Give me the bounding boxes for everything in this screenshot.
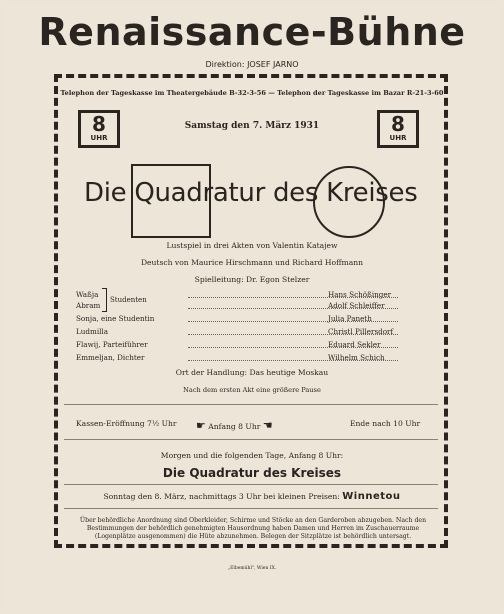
divider [64, 484, 438, 485]
direction-line: Direktion: JOSEF JARNO [205, 60, 299, 69]
translation-line: Deutsch von Maurice Hirschmann und Richard Hoffmann [140, 258, 364, 267]
cast-row [76, 314, 422, 326]
wardrobe-notice: Über behördliche Anordnung sind Oberkleider, Schirme und Stöcke an den Garderoben abzugeben. Nach den Bestimmungen der behördlich genehmigten Hausordnung haben Damen und Herren im Zuschauerraume (Logenplätze ausgenommen) die Hüte abzunehmen. Belegen der Sitzplätze ist behördlich untersagt. [79, 517, 427, 540]
pointing-hand-icon: ☛ [196, 419, 206, 432]
telephone-line: Telephon der Tageskasse im Theatergebäude B-32-3-56 — Telephon der Tageskasse im Bazar R-21-3-60 [60, 89, 444, 97]
students-label: Studenten [110, 296, 147, 304]
matinee-title: Winnetou [342, 491, 401, 502]
play-title: Die Quadratur des Kreises [84, 178, 418, 208]
repeat-note: Morgen und die folgenden Tage, Anfang 8 Uhr: [160, 451, 344, 460]
pointing-hand-icon: ☚ [262, 419, 273, 432]
director-line: Spielleitung: Dr. Egon Stelzer [194, 275, 310, 284]
divider [64, 404, 438, 405]
cast-row [76, 327, 422, 339]
cast-actor: Wilhelm Schich [328, 353, 385, 362]
cast-role: Ludmilla [76, 327, 108, 336]
theatre-title: Renaissance-Bühne [38, 10, 466, 54]
cast-role: Emmeljan, Dichter [76, 353, 145, 362]
divider [64, 508, 438, 509]
time-badge-label: UHR [90, 134, 108, 142]
cast-role: Abram [76, 301, 101, 310]
end-time: Ende nach 10 Uhr [350, 419, 421, 428]
interval-line: Nach dem ersten Akt eine größere Pause [183, 386, 321, 394]
time-badge-number: 8 [92, 112, 106, 136]
time-badge-label: UHR [389, 134, 407, 142]
genre-line: Lustspiel in drei Akten von Valentin Katajew [166, 241, 338, 250]
cast-actor: Hans Schößinger [328, 290, 392, 299]
matinee-line: Sonntag den 8. März, nachmittags 3 Uhr bei kleinen Preisen: Winnetou [103, 491, 401, 502]
printer-imprint: „Elbemühl", Wien IX. [227, 566, 277, 571]
start-time: ☛ Anfang 8 Uhr ☚ [196, 419, 273, 432]
cast-actor: Eduard Sekler [328, 340, 381, 349]
performance-date: Samstag den 7. März 1931 [184, 121, 320, 131]
cast-role: Waßja [76, 290, 99, 299]
cast-role: Flawij, Parteiführer [76, 340, 148, 349]
setting-line: Ort der Handlung: Das heutige Moskau [175, 368, 329, 377]
cast-actor: Julia Paneth [328, 314, 372, 323]
box-office-opening: Kassen-Eröffnung 7½ Uhr [76, 419, 177, 428]
repeat-title: Die Quadratur des Kreises [162, 466, 342, 480]
cast-actor: Adolf Schleiffer [328, 301, 385, 310]
cast-row [76, 340, 422, 352]
cast-row [76, 353, 422, 365]
divider [64, 439, 438, 440]
cast-actor: Christl Pillersdorf [328, 327, 394, 336]
cast-row [76, 301, 422, 313]
cast-role: Sonja, eine Studentin [76, 314, 155, 323]
time-badge-number: 8 [391, 112, 405, 136]
